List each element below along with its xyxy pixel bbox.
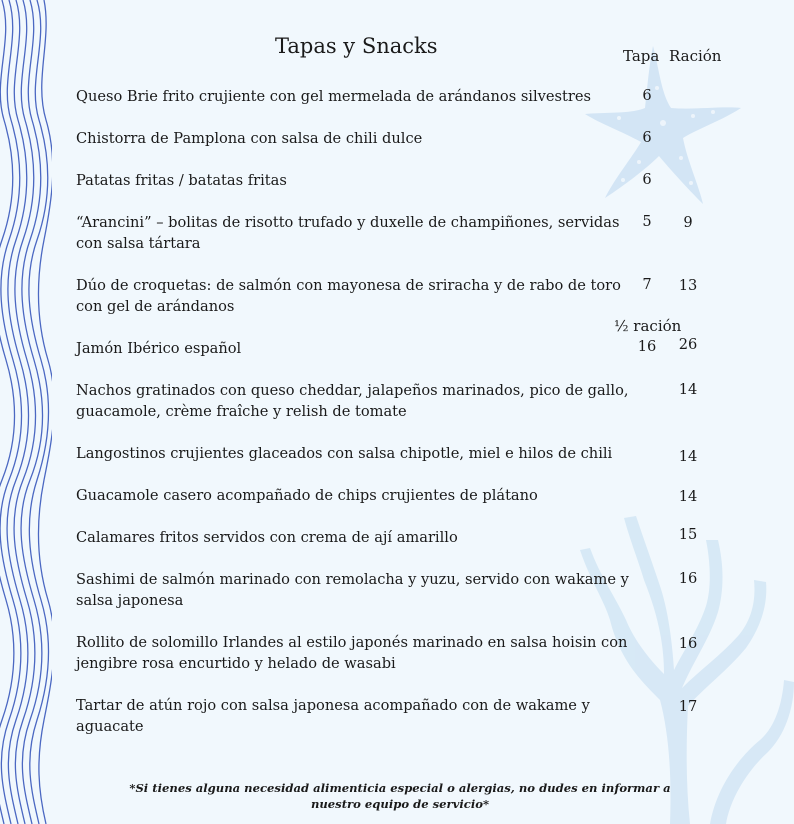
price-racion: 15 — [678, 526, 698, 543]
price-half-racion: 16 — [637, 338, 657, 355]
price-racion: 13 — [678, 277, 698, 294]
price-racion: 14 — [678, 488, 698, 505]
menu-item-description: “Arancini” – bolitas de risotto trufado y duxelle de champiñones, servidas con salsa tártara — [76, 214, 620, 252]
menu-item-description: Patatas fritas / batatas fritas — [76, 172, 287, 189]
column-header-tapa: Tapa — [623, 47, 660, 65]
price-tapa: 5 — [642, 213, 652, 230]
column-header-half-racion: ½ ración — [614, 317, 682, 335]
price-racion: 16 — [678, 570, 698, 587]
price-racion: 14 — [678, 381, 698, 398]
price-tapa: 6 — [642, 87, 652, 104]
column-header-racion: Ración — [669, 47, 722, 65]
menu-item-description: Sashimi de salmón marinado con remolacha y yuzu, servido con wakame y salsa japonesa — [76, 571, 629, 609]
allergy-footnote: *Si tienes alguna necesidad alimenticia especial o alergias, no dudes en informar a nuestro equipo de servicio* — [129, 781, 671, 811]
wave-pattern-decoration — [0, 0, 52, 824]
menu-item-description: Jamón Ibérico español — [76, 340, 242, 357]
price-racion: 16 — [678, 635, 698, 652]
menu-item-description: Queso Brie frito crujiente con gel mermelada de arándanos silvestres — [76, 88, 591, 105]
price-racion: 14 — [678, 448, 698, 465]
menu-item-description: Chistorra de Pamplona con salsa de chili dulce — [76, 130, 423, 147]
price-racion: 9 — [683, 214, 693, 231]
menu-item-description: Calamares fritos servidos con crema de ají amarillo — [76, 529, 458, 546]
price-racion: 26 — [678, 336, 698, 353]
price-tapa: 6 — [642, 171, 652, 188]
menu-item-description: Tartar de atún rojo con salsa japonesa acompañado con de wakame y aguacate — [76, 697, 590, 735]
menu-item-description: Dúo de croquetas: de salmón con mayonesa de sriracha y de rabo de toro con gel de arándanos — [76, 277, 621, 315]
price-racion: 17 — [678, 698, 698, 715]
page-title: Tapas y Snacks — [275, 34, 438, 58]
price-tapa: 7 — [642, 276, 652, 293]
menu-item-description: Guacamole casero acompañado de chips crujientes de plátano — [76, 487, 538, 504]
menu-item-description: Langostinos crujientes glaceados con salsa chipotle, miel e hilos de chili — [76, 445, 613, 462]
menu-item-description: Nachos gratinados con queso cheddar, jalapeños marinados, pico de gallo, guacamole, crème fraîche y relish de tomate — [76, 382, 629, 420]
menu-item-description: Rollito de solomillo Irlandes al estilo japonés marinado en salsa hoisin con jengibre rosa encurtido y helado de wasabi — [76, 634, 628, 672]
price-tapa: 6 — [642, 129, 652, 146]
